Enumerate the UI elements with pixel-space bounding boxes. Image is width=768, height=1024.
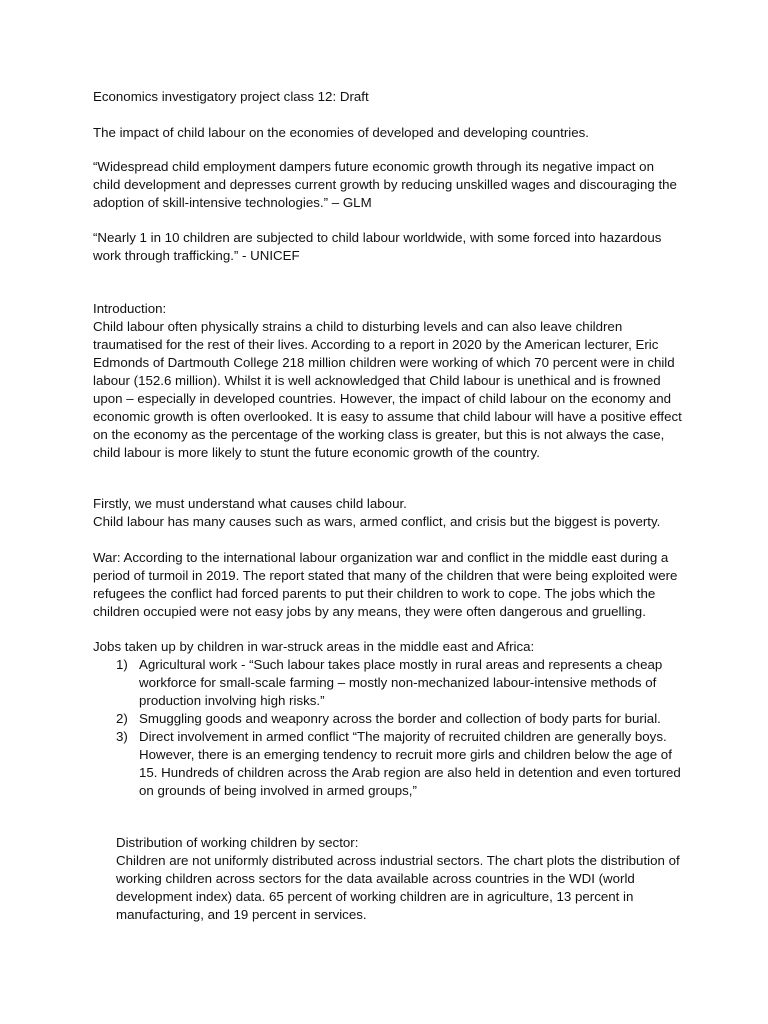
list-item-number: 1) — [116, 657, 128, 672]
list-item-text: Direct involvement in armed conflict “The majority of recruited children are generally boys. However, there is an emerging tendency to recruit more girls and children below the age of 15. Hundreds of children across the Arab region are also held in detention and even tortured on grounds of being involved in armed groups,” — [139, 729, 681, 798]
list-item-text: Smuggling goods and weaponry across the border and collection of body parts for burial. — [139, 711, 661, 726]
quote-unicef: “Nearly 1 in 10 children are subjected to child labour worldwide, with some forced into hazardous work through trafficking.” - UNICEF — [93, 230, 662, 263]
list-item — [93, 728, 683, 800]
jobs-intro: Jobs taken up by children in war-struck areas in the middle east and Africa: — [93, 639, 535, 654]
causes-paragraph: Child labour has many causes such as wars, armed conflict, and crisis but the biggest is poverty. — [93, 514, 661, 529]
list-item — [93, 656, 683, 710]
sector-heading: Distribution of working children by sector: — [116, 835, 359, 850]
intro-paragraph: Child labour often physically strains a child to disturbing levels and can also leave children traumatised for the rest of their lives. According to a report in 2020 by the American lecturer, Eric Edmonds of Dartmouth College 218 million children were working of which 70 percent were in child labour (152.6 million). Whilst it is well acknowledged that Child labour is unethical and is frowned upon – especially in developed countries. However, the impact of child labour on the economy and economic growth is often overlooked. It is easy to assume that child labour will have a positive effect on the economy as the percentage of the working class is greater, but this is not always the case, child labour is more likely to stunt the future economic growth of the country. — [93, 319, 682, 460]
document-heading: Economics investigatory project class 12: Draft — [93, 89, 369, 104]
intro-heading: Introduction: — [93, 301, 167, 316]
list-item-number: 2) — [116, 711, 128, 726]
list-item — [93, 710, 683, 728]
quote-glm: “Widespread child employment dampers future economic growth through its negative impact on child development and depresses current growth by reducing unskilled wages and discouraging the adoption of skill-intensive technologies.” – GLM — [93, 159, 677, 210]
jobs-list — [93, 656, 683, 800]
causes-intro: Firstly, we must understand what causes child labour. — [93, 496, 407, 511]
sector-paragraph: Children are not uniformly distributed across industrial sectors. The chart plots the distribution of working children across sectors for the data available across countries in the WDI (world development index) data. 65 percent of working children are in agriculture, 13 percent in manufacturing, and 19 percent in services. — [116, 853, 680, 922]
document-subtitle: The impact of child labour on the economies of developed and developing countries. — [93, 125, 589, 140]
list-item-text: Agricultural work - “Such labour takes place mostly in rural areas and represents a cheap workforce for small-scale farming – mostly non-mechanized labour-intensive methods of production involving high risks.” — [139, 657, 663, 708]
list-item-number: 3) — [116, 729, 128, 744]
war-paragraph: War: According to the international labour organization war and conflict in the middle east during a period of turmoil in 2019. The report stated that many of the children that were being exploited were refugees the conflict had forced parents to put their children to work to cope. The jobs which the children occupied were not easy jobs by any means, they were often dangerous and gruelling. — [93, 550, 678, 619]
